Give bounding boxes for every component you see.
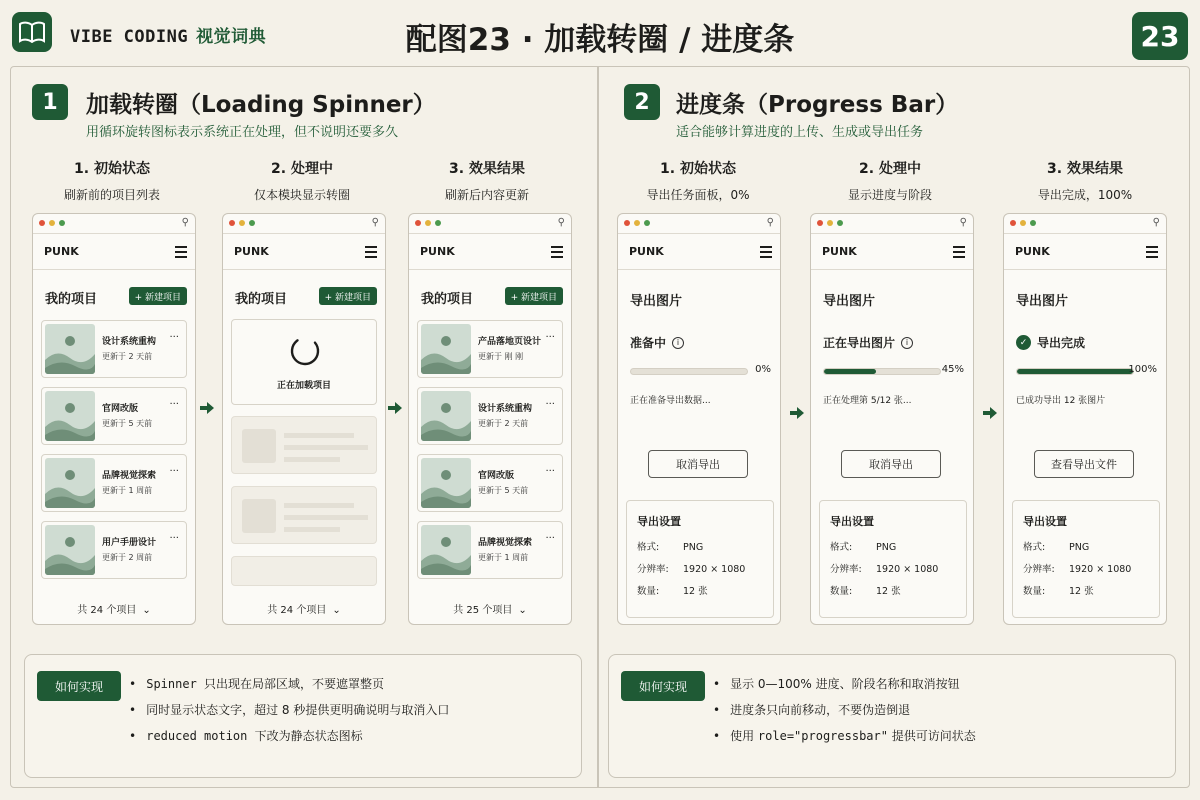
spinner-phone-initial [32,213,196,625]
page-title: 配图23 · 加载转圈 / 进度条 [405,22,795,58]
panel-title: 导出图片 [1016,294,1069,309]
export-state: 正在导出图片 i [823,334,913,351]
list-item[interactable]: 官网改版 更新于 5 天前 ··· [41,387,187,445]
image-placeholder-icon [45,324,95,374]
arrow-right-icon [789,405,805,421]
howto-progress [608,654,1176,778]
phone-brand: PUNK [44,245,79,258]
list-footer[interactable]: 共 25 个项目 ⌄ [453,605,527,616]
brand [70,22,266,47]
progress-percent: 0% [755,364,771,375]
progress-percent: 100% [1128,364,1157,375]
search-icon[interactable]: ⚲ [959,217,967,228]
more-icon[interactable]: ··· [169,466,179,477]
howto-item: • 进度条只向前移动，不要伪造倒退 [713,701,976,718]
hamburger-menu-icon[interactable] [953,246,965,261]
skeleton-item [231,556,377,586]
cancel-export-button[interactable]: 取消导出 [841,450,941,478]
list-item[interactable]: 设计系统重构 更新于 2 天前 ··· [417,387,563,445]
step-head-1: 1. 初始状态 刷新前的项目列表 [63,161,160,202]
step-head-1: 1. 初始状态 导出任务面板，0% [646,161,750,202]
list-footer[interactable]: 共 24 个项目 ⌄ [267,605,341,616]
image-placeholder-icon [421,525,471,575]
hamburger-menu-icon[interactable] [551,246,563,261]
panel-title: 导出图片 [823,294,876,309]
list-item[interactable]: 设计系统重构 更新于 2 天前 ··· [41,320,187,378]
logo-book-icon [12,12,52,52]
more-icon[interactable]: ··· [169,399,179,410]
more-icon[interactable]: ··· [545,466,555,477]
search-icon[interactable]: ⚲ [766,217,774,228]
howto-item: • 显示 0—100% 进度、阶段名称和取消按钮 [713,675,976,692]
list-title: 我的项目 [421,292,474,307]
spinner-phone-processing [222,213,386,625]
new-project-button[interactable]: + 新建项目 [319,287,377,305]
list-item[interactable]: 品牌视觉探索 更新于 1 周前 ··· [41,454,187,512]
list-title: 我的项目 [235,292,288,307]
progress-percent: 45% [941,364,964,375]
new-project-button[interactable]: + 新建项目 [129,287,187,305]
search-icon[interactable]: ⚲ [557,217,565,228]
info-icon: i [901,337,913,349]
howto-item: • 同时显示状态文字，超过 8 秒提供更明确说明与取消入口 [129,701,449,718]
view-files-button[interactable]: 查看导出文件 [1034,450,1134,478]
step-head-3: 3. 效果结果 刷新后内容更新 [444,161,529,202]
hamburger-menu-icon[interactable] [760,246,772,261]
section-1-subtitle: 用循环旋转图标表示系统正在处理，但不说明还要多久 [86,125,399,140]
image-placeholder-icon [421,324,471,374]
section-2-title: 进度条（Progress Bar） [676,92,959,118]
search-icon[interactable]: ⚲ [371,217,379,228]
search-icon[interactable]: ⚲ [1152,217,1160,228]
section-2-subtitle: 适合能够计算进度的上传、生成或导出任务 [676,125,924,140]
image-placeholder-icon [45,458,95,508]
loading-text: 正在加载项目 [276,381,331,391]
panel-title: 导出图片 [630,294,683,309]
arrow-right-icon [387,400,403,416]
phone-brand: PUNK [822,245,857,258]
more-icon[interactable]: ··· [545,533,555,544]
list-item[interactable]: 官网改版 更新于 5 天前 ··· [417,454,563,512]
progress-bar [630,368,748,375]
howto-badge: 如何实现 [37,671,121,701]
hamburger-menu-icon[interactable] [175,246,187,261]
list-title: 我的项目 [45,292,98,307]
more-icon[interactable]: ··· [169,533,179,544]
cancel-export-button[interactable]: 取消导出 [648,450,748,478]
arrow-right-icon [982,405,998,421]
howto-badge: 如何实现 [621,671,705,701]
howto-item: • 使用 role="progressbar" 提供可访问状态 [713,727,976,744]
hamburger-menu-icon[interactable] [365,246,377,261]
more-icon[interactable]: ··· [169,332,179,343]
hamburger-menu-icon[interactable] [1146,246,1158,261]
skeleton-item [231,416,377,474]
list-footer[interactable]: 共 24 个项目 ⌄ [77,605,151,616]
phone-brand: PUNK [420,245,455,258]
check-circle-icon: ✓ [1016,335,1031,350]
image-placeholder-icon [421,458,471,508]
loading-area [231,319,377,405]
progress-phone-result [1003,213,1167,625]
howto-item: • Spinner 只出现在局部区域，不要遮罩整页 [129,675,449,692]
spinner-icon [288,334,322,368]
progress-message: 正在准备导出数据... [630,396,711,406]
chevron-down-icon: ⌄ [518,605,527,616]
info-icon: i [672,337,684,349]
export-state: ✓ 导出完成 [1016,334,1085,351]
chevron-down-icon: ⌄ [332,605,341,616]
progress-bar [823,368,941,375]
section-divider [597,66,599,788]
more-icon[interactable]: ··· [545,399,555,410]
progress-message: 已成功导出 12 张图片 [1016,396,1106,406]
export-settings: 导出设置 格式: PNG 分辨率: 1920 × 1080 数量: 12 张 [819,500,967,618]
brand-cn: 视觉词典 [196,27,267,47]
step-head-2: 2. 处理中 仅本模块显示转圈 [253,161,350,202]
image-placeholder-icon [45,525,95,575]
list-item[interactable]: 品牌视觉探索 更新于 1 周前 ··· [417,521,563,579]
step-head-2: 2. 处理中 显示进度与阶段 [847,161,932,202]
progress-phone-processing [810,213,974,625]
page-number-badge: 23 [1132,12,1188,60]
skeleton-item [231,486,377,544]
progress-bar [1016,368,1134,375]
section-1-number: 1 [32,84,68,120]
phone-brand: PUNK [234,245,269,258]
image-placeholder-icon [45,391,95,441]
new-project-button[interactable]: + 新建项目 [505,287,563,305]
list-item[interactable]: 用户手册设计 更新于 2 周前 ··· [41,521,187,579]
section-1-title: 加载转圈（Loading Spinner） [86,92,436,118]
phone-brand: PUNK [1015,245,1050,258]
howto-spinner [24,654,582,778]
progress-phone-initial [617,213,781,625]
progress-message: 正在处理第 5/12 张... [823,396,912,406]
more-icon[interactable]: ··· [545,332,555,343]
section-2-number: 2 [624,84,660,120]
export-settings: 导出设置 格式: PNG 分辨率: 1920 × 1080 数量: 12 张 [626,500,774,618]
brand-name: VIBE CODING [70,27,189,47]
howto-item: • reduced motion 下改为静态状态图标 [129,727,449,744]
list-item[interactable]: 产品落地页设计 更新于 刚 刚 ··· [417,320,563,378]
chevron-down-icon: ⌄ [142,605,151,616]
search-icon[interactable]: ⚲ [181,217,189,228]
export-settings: 导出设置 格式: PNG 分辨率: 1920 × 1080 数量: 12 张 [1012,500,1160,618]
spinner-phone-result [408,213,572,625]
arrow-right-icon [199,400,215,416]
step-head-3: 3. 效果结果 导出完成，100% [1037,161,1133,202]
phone-brand: PUNK [629,245,664,258]
export-state: 准备中 i [630,334,684,351]
image-placeholder-icon [421,391,471,441]
